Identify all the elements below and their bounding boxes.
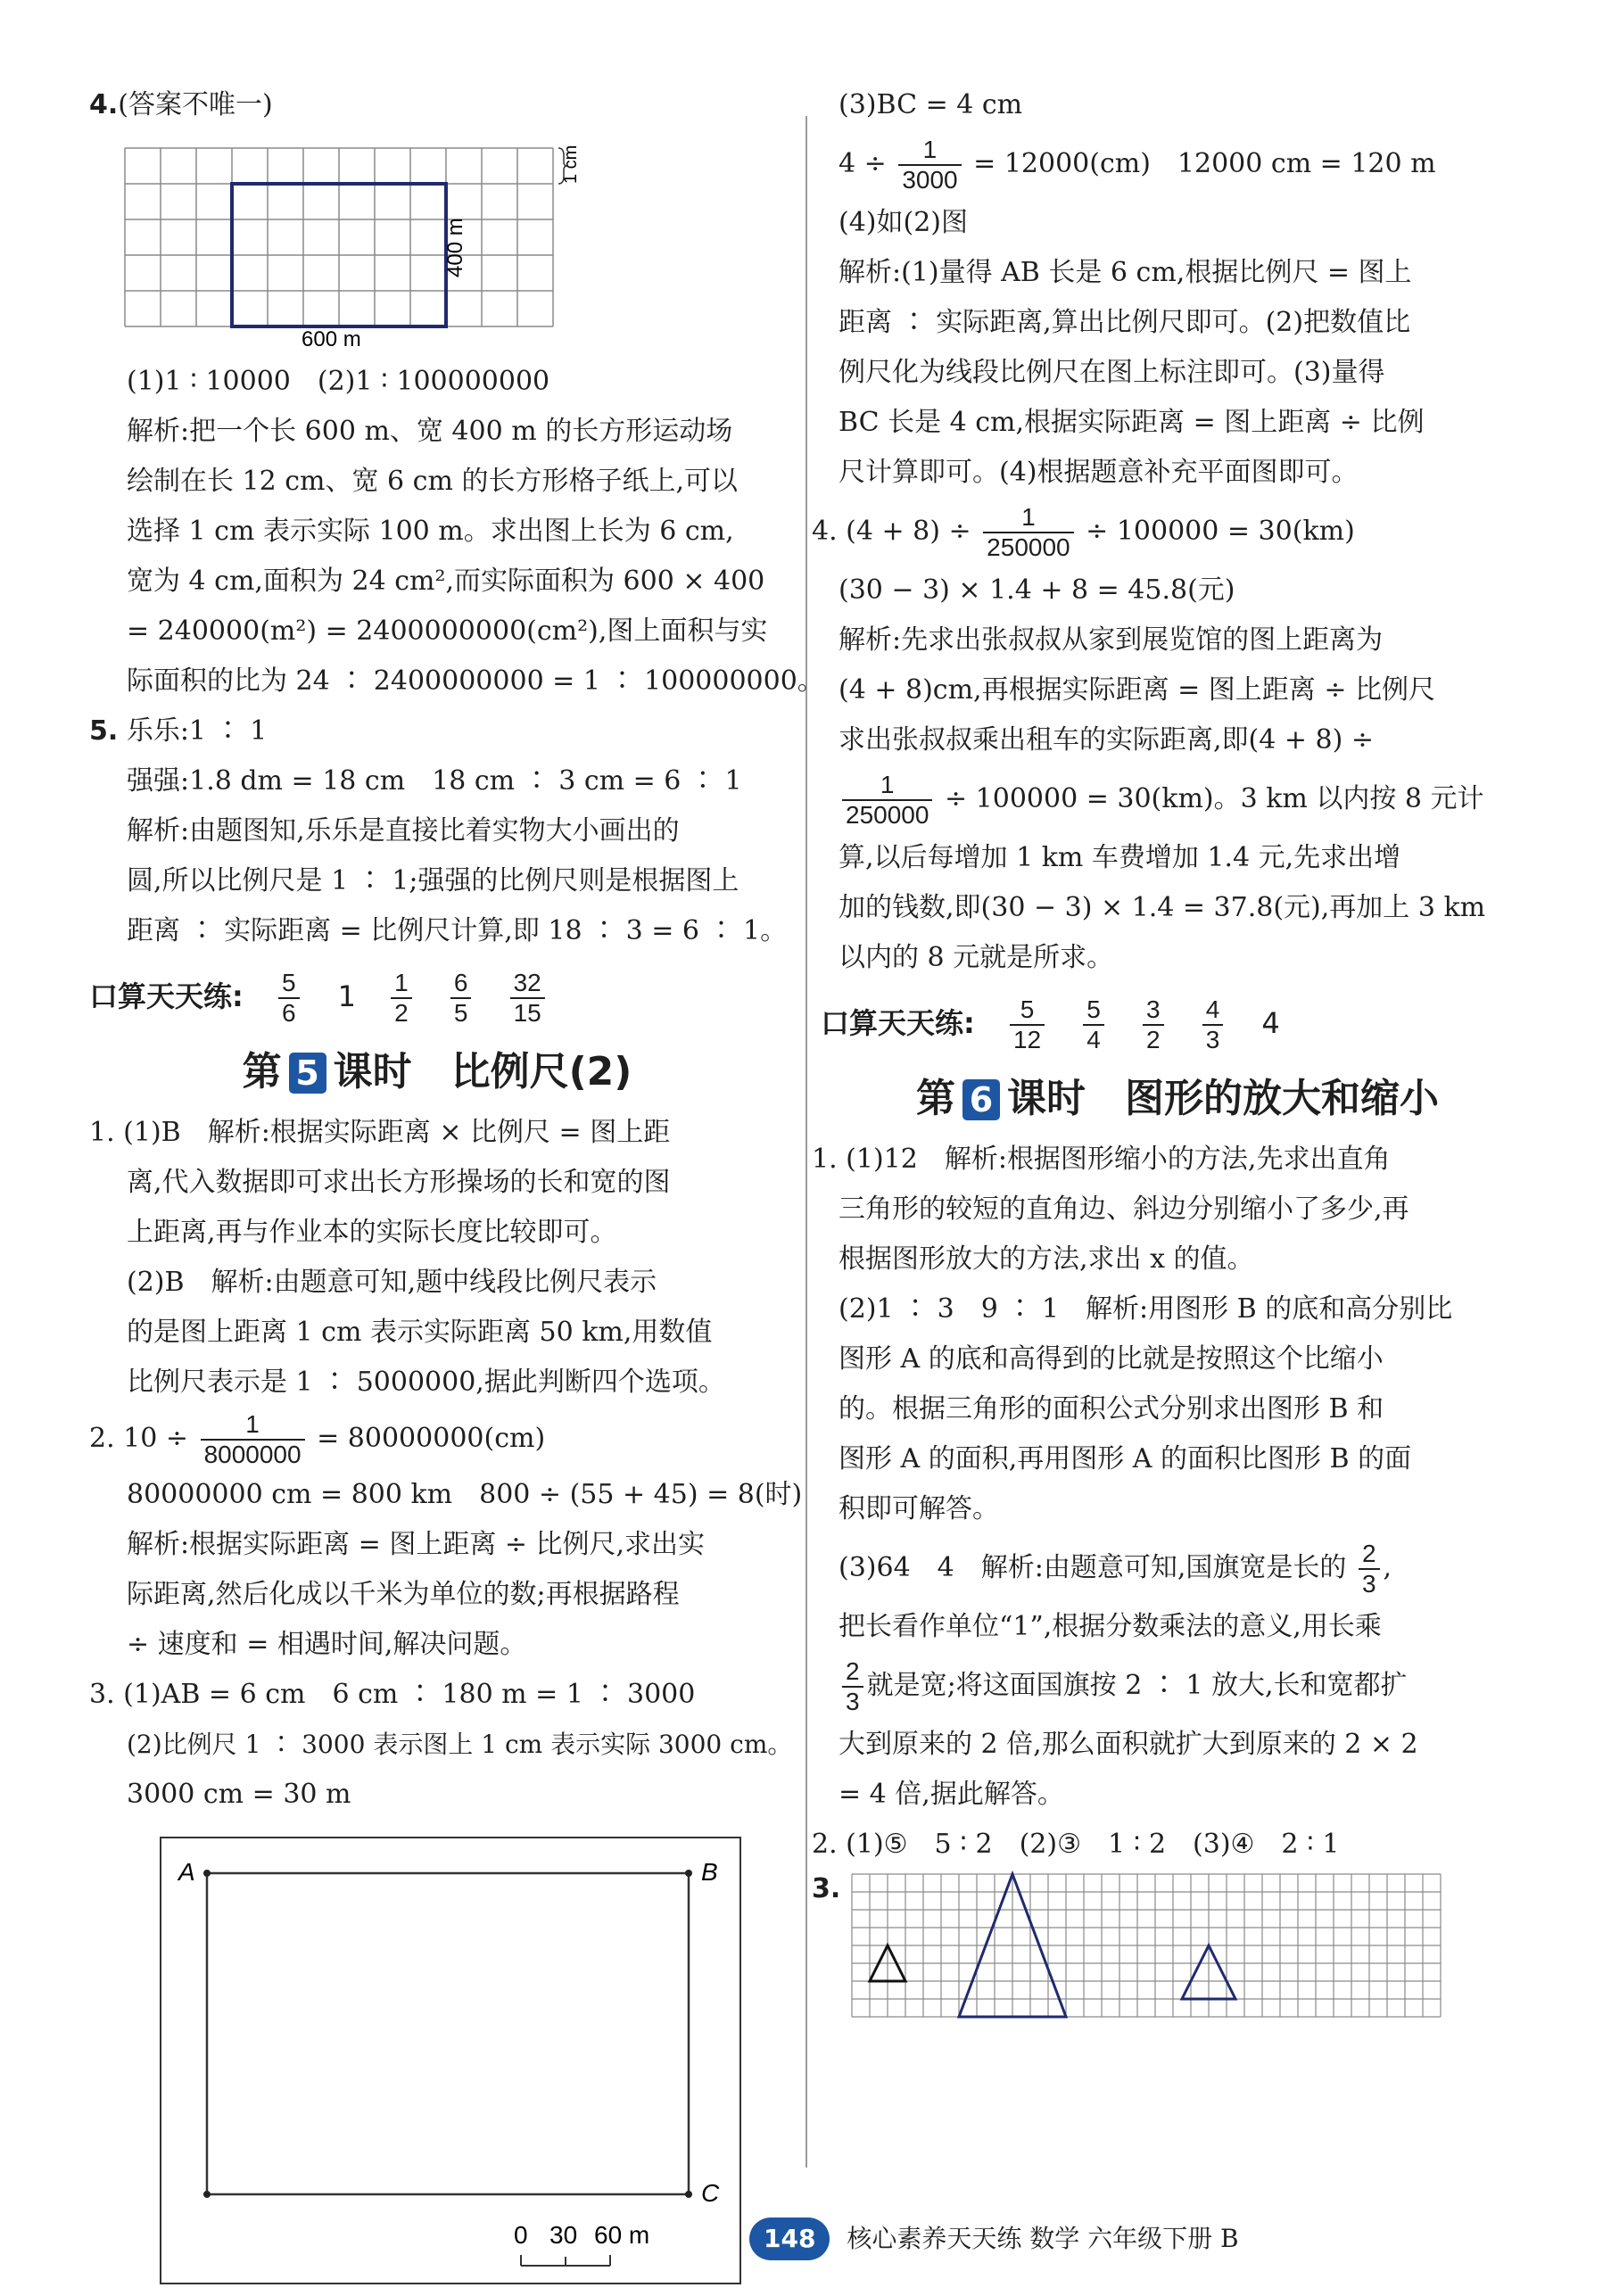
mental-math-left: 口算天天练: $\frac{5}{6}$ 1 $\frac{1}{2}$ $\frac{6}{5}$ $\frac{32}{15}$ [89,956,785,1037]
q4-analysis-6: 际面积的比为 24 ∶ 2400000000 = 1 ∶ 100000000。 [127,665,824,697]
fraction: $\frac{1}{3000}$ [898,136,961,194]
l5-q1-line-3: 上距离,再与作业本的实际长度比较即可。 [127,1217,617,1248]
l6-q1-3-line-5: = 4 倍,据此解答。 [839,1779,1064,1810]
lesson-5-title: 第 5 课时 比例尺(2) [242,1049,632,1094]
l6-q1-3-line-4: 大到原来的 2 倍,那么面积就扩大到原来的 2 × 2 [839,1729,1418,1760]
r-q3-calc: 4 ÷ $\frac{1}{3000}$ = 12000(cm) 12000 cm = 120 m [839,136,1436,194]
page-number: 148 [749,2218,830,2260]
l6-q1-line-1: 1. (1)12 解析:根据图形缩小的方法,先求出直角 [812,1144,1391,1175]
scale-0: 0 [514,2221,528,2249]
r-q3-line-5: 例尺化为线段比例尺在图上标注即可。(3)量得 [839,357,1385,388]
scale-60: 60 m [594,2221,650,2249]
l5-q2-line-3: 际距离,然后化成以千米为单位的数;再根据路程 [127,1579,680,1610]
fraction: $\frac{1}{8000000}$ [201,1410,305,1469]
fraction: $\frac{2}{3}$ [1359,1540,1380,1598]
fraction: $\frac{32}{15}$ [510,969,545,1028]
l5-q1-line-6: 比例尺表示是 1 ∶ 5000000,据此判断四个选项。 [127,1367,725,1398]
fraction: $\frac{2}{3}$ [842,1657,863,1716]
lesson-6-title: 第 6 课时 图形的放大和缩小 [916,1076,1439,1121]
r-q3-line-1: (3)BC = 4 cm [839,89,1023,120]
l6-q2: 2. (1)⑤ 5 ∶ 2 (2)③ 1 ∶ 2 (3)④ 2 ∶ 1 [812,1829,1340,1860]
fraction: $\frac{5}{4}$ [1083,995,1104,1054]
l5-q1-line-5: 的是图上距离 1 cm 表示实际距离 50 km,用数值 [127,1317,713,1348]
r-q4-calc: 4. (4 + 8) ÷ $\frac{1}{250000}$ ÷ 100000 = 30(km) [812,503,1355,561]
r-q4-tail-2: 加的钱数,即(30 − 3) × 1.4 = 37.8(元),再加上 3 km [839,892,1486,923]
point-a-label: A [178,1858,195,1886]
label-400m: 400 m [443,218,467,277]
l6-q1-line-8: 积即可解答。 [839,1493,999,1524]
q4-analysis-2: 绘制在长 12 cm、宽 6 cm 的长方形格子纸上,可以 [127,466,738,497]
fraction: $\frac{1}{250000}$ [983,503,1073,562]
l6-q1-line-7: 图形 A 的面积,再用图形 A 的面积比图形 B 的面 [839,1443,1412,1474]
r-q4-line-1: (30 − 3) × 1.4 + 8 = 45.8(元) [839,574,1235,606]
r-q3-line-6: BC 长是 4 cm,根据实际距离 = 图上距离 ÷ 比例 [839,407,1425,438]
q4-analysis-3: 选择 1 cm 表示实际 100 m。求出图上长为 6 cm, [127,516,734,547]
plan-figure [89,1829,785,2292]
question-4-header: 4.(答案不唯一) [89,89,273,120]
l6-q1-3-line-3: $\frac{2}{3}$ 就是宽;将这面国旗按 2 ∶ 1 放大,长和宽都扩 [839,1652,1516,1720]
l5-q2-line-4: ÷ 速度和 = 相遇时间,解决问题。 [127,1629,527,1660]
r-q4-line-3: (4 + 8)cm,再根据实际距离 = 图上距离 ÷ 比例尺 [839,674,1435,706]
right-column [812,89,1516,2021]
r-q4-tail-1: 算,以后每增加 1 km 车费增加 1.4 元,先求出增 [839,842,1401,873]
l6-q1-line-4: (2)1 ∶ 3 9 ∶ 1 解析:用图形 B 的底和高分别比 [839,1293,1453,1325]
r-q4-frac-line: $\frac{1}{250000}$ ÷ 100000 = 30(km)。3 km 以内按 8 元计 [839,765,1516,833]
r-q3-line-3: 解析:(1)量得 AB 长是 6 cm,根据比例尺 = 图上 [839,257,1412,288]
q4-answer: (1)1 ∶ 10000 (2)1 ∶ 100000000 [127,366,550,397]
mental-math-right: 口算天天练: $\frac{5}{12}$ $\frac{5}{4}$ $\frac{3}{2}$ $\frac{4}{3}$ 4 [821,995,1280,1053]
fraction: $\frac{5}{6}$ [278,969,300,1028]
fraction: $\frac{6}{5}$ [450,969,472,1028]
l5-q3-line-3: 3000 cm = 30 m [127,1779,351,1810]
question-5-header: 5. 乐乐:1 ∶ 1 [89,715,268,747]
q5-line-2: 解析:由题图知,乐乐是直接比着实物大小画出的 [127,815,680,847]
r-q4-line-4: 求出张叔叔乘出租车的实际距离,即(4 + 8) ÷ [839,724,1374,756]
r-q3-line-7: 尺计算即可。(4)根据题意补充平面图即可。 [839,457,1359,488]
r-q3-line-4: 距离 ∶ 实际距离,算出比例尺即可。(2)把数值比 [839,307,1411,338]
q4-analysis-5: = 240000(m²) = 2400000000(cm²),图上面积与实 [127,615,768,647]
l6-q1-line-6: 的。根据三角形的面积公式分别求出图形 B 和 [839,1393,1384,1425]
l5-q1-line-2: 离,代入数据即可求出长方形操场的长和宽的图 [127,1167,671,1198]
fraction: $\frac{5}{12}$ [1010,995,1045,1054]
q5-line-3: 圆,所以比例尺是 1 ∶ 1;强强的比例尺则是根据图上 [127,865,739,896]
fraction: $\frac{1}{2}$ [391,969,412,1028]
scale-bar [521,2255,610,2266]
l6-q1-3-line-1: (3)64 4 解析:由题意可知,国旗宽是长的 $\frac{2}{3}$ , [839,1540,1392,1598]
triangle-grid [847,1870,1445,2021]
point-c-label: C [701,2179,720,2207]
l5-q2-line-2: 解析:根据实际距离 = 图上距离 ÷ 比例尺,求出实 [127,1529,706,1560]
q4-analysis-1: 解析:把一个长 600 m、宽 400 m 的长方形运动场 [127,416,733,447]
plan-rectangle [207,1873,689,2194]
r-q3-line-2: (4)如(2)图 [839,207,968,238]
l6-q3: 3. [839,1870,1516,2021]
label-1cm: 1 cm [561,145,581,184]
q4-analysis-4: 宽为 4 cm,面积为 24 cm²,而实际面积为 600 × 400 [127,566,765,597]
l6-q1-line-5: 图形 A 的底和高得到的比就是按照这个比缩小 [839,1343,1384,1375]
q5-line-4: 距离 ∶ 实际距离 = 比例尺计算,即 18 ∶ 3 = 6 ∶ 1。 [127,915,788,946]
q5-line-1: 强强:1.8 dm = 18 cm 18 cm ∶ 3 cm = 6 ∶ 1 [127,765,742,797]
l5-q2-line-1: 80000000 cm = 800 km 800 ÷ (55 + 45) = 8(时) [127,1479,803,1510]
book-title: 核心素养天天练 数学 六年级下册 B [847,2224,1239,2253]
fraction: $\frac{3}{2}$ [1143,995,1164,1054]
column-divider [806,116,807,2168]
l5-q2-calc: 2. 10 ÷ $\frac{1}{8000000}$ = 80000000(cm) [89,1410,546,1468]
l5-q1-line-1: 1. (1)B 解析:根据实际距离 × 比例尺 = 图上距 [89,1117,671,1148]
l6-q1-3-line-2: 把长看作单位“1”,根据分数乘法的意义,用长乘 [839,1611,1382,1642]
l5-q1-line-4: (2)B 解析:由题意可知,题中线段比例尺表示 [127,1267,657,1298]
r-q4-tail-3: 以内的 8 元就是所求。 [839,942,1114,973]
point-b-label: B [701,1858,718,1886]
grid-figure-1 [89,130,642,353]
l5-q3-line-1: 3. (1)AB = 6 cm 6 cm ∶ 180 m = 1 ∶ 3000 [89,1679,696,1710]
label-600m: 600 m [302,327,361,351]
r-q4-line-2: 解析:先求出张叔叔从家到展览馆的图上距离为 [839,624,1384,656]
fraction: $\frac{1}{250000}$ [842,771,932,830]
l5-q3-line-2: (2)比例尺 1 ∶ 3000 表示图上 1 cm 表示实际 3000 cm。 [127,1730,793,1759]
fraction: $\frac{4}{3}$ [1202,995,1224,1054]
l6-q1-line-2: 三角形的较短的直角边、斜边分别缩小了多少,再 [839,1193,1409,1225]
scale-30: 30 [549,2221,578,2249]
page-footer [749,2218,1239,2260]
l6-q1-line-3: 根据图形放大的方法,求出 x 的值。 [839,1243,1254,1275]
